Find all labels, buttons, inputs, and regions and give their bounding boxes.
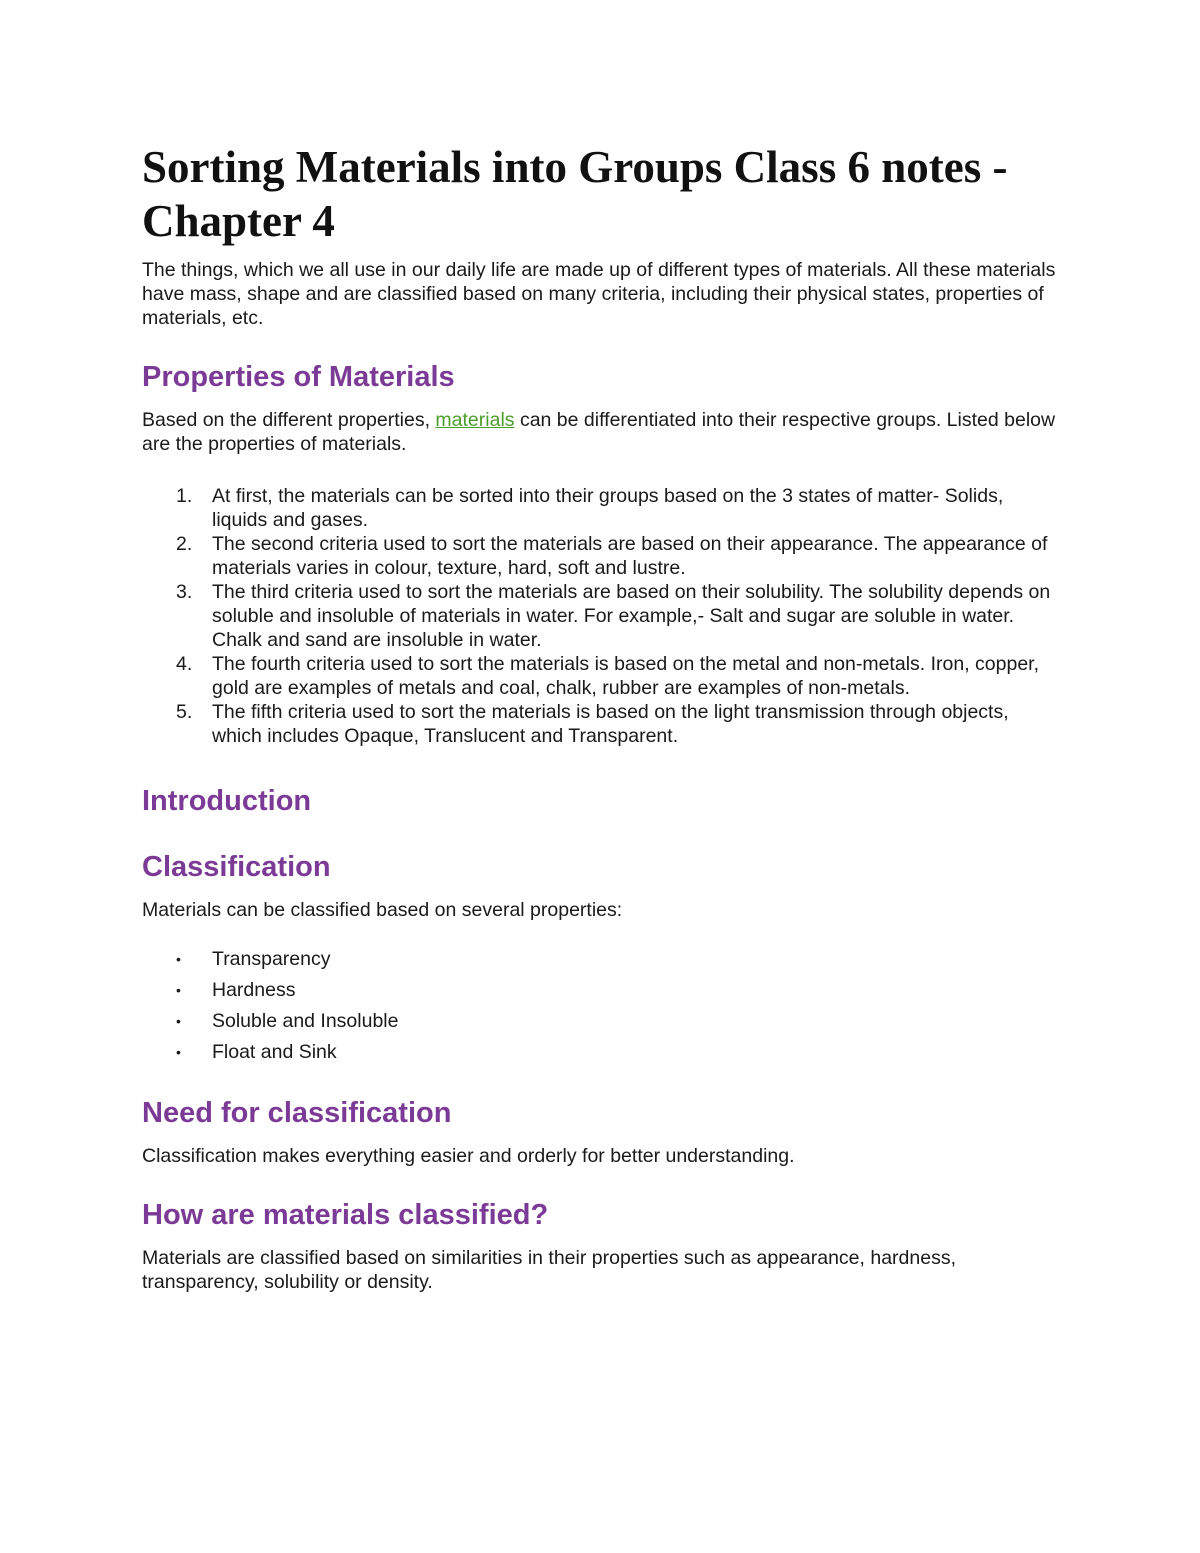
bullet-icon: • [176,1044,181,1060]
classification-list [142,944,1062,1068]
how-heading: How are materials classified? [142,1199,549,1231]
list-item-text: Float and Sink [212,1041,337,1063]
list-number: 4. [176,653,193,675]
classification-paragraph: Materials can be classified based on several properties: [142,899,623,921]
list-number: 2. [176,533,193,555]
list-item [142,1006,1062,1037]
properties-text-before: Based on the different properties, [142,409,436,431]
intro-paragraph: The things, which we all use in our daily life are made up of different types of materials. All these materials have mass, shape and are classified based on many criteria, including their physical states, properties of materials, etc. [142,259,1056,329]
document-page [142,140,1062,1294]
list-item-text: Soluble and Insoluble [212,1010,399,1032]
list-number: 5. [176,701,193,723]
list-number: 1. [176,485,193,507]
bullet-icon: • [176,951,181,967]
list-item [142,944,1062,975]
list-item [142,484,1062,532]
list-item-text: Hardness [212,979,296,1001]
properties-heading: Properties of Materials [142,361,455,393]
properties-text-after: can be differentiated into their respective groups. Listed below are the properties of materials. [142,409,1056,455]
list-item [142,1037,1062,1068]
introduction-heading: Introduction [142,785,312,817]
properties-list [142,484,1062,748]
list-item [142,652,1062,700]
materials-link[interactable]: materials [435,409,515,431]
list-item-text: The fifth criteria used to sort the materials is based on the light transmission through objects, which includes Opaque, Translucent and Transparent. [212,701,1009,747]
properties-paragraph [142,408,1062,456]
list-item [142,580,1062,652]
bullet-icon: • [176,982,181,998]
page-title: Sorting Materials into Groups Class 6 notes - Chapter 4 [142,142,1008,246]
list-item-text: The third criteria used to sort the materials are based on their solubility. The solubility depends on soluble and insoluble of materials in water. For example,- Salt and sugar are soluble in water. Chalk and sand are insoluble in water. [212,581,1051,651]
need-heading: Need for classification [142,1097,452,1129]
list-item [142,532,1062,580]
list-item-text: Transparency [212,948,331,970]
list-item-text: At first, the materials can be sorted into their groups based on the 3 states of matter- Solids, liquids and gases. [212,485,1004,531]
list-number: 3. [176,581,193,603]
list-item [142,975,1062,1006]
list-item-text: The second criteria used to sort the materials are based on their appearance. The appearance of materials varies in colour, texture, hard, soft and lustre. [212,533,1048,579]
list-item-text: The fourth criteria used to sort the materials is based on the metal and non-metals. Iron, copper, gold are examples of metals and coal, chalk, rubber are examples of non-metals. [212,653,1040,699]
list-item [142,700,1062,748]
classification-heading: Classification [142,851,331,883]
need-paragraph: Classification makes everything easier and orderly for better understanding. [142,1145,795,1167]
how-paragraph: Materials are classified based on similarities in their properties such as appearance, hardness, transparency, solubility or density. [142,1247,956,1293]
bullet-icon: • [176,1013,181,1029]
